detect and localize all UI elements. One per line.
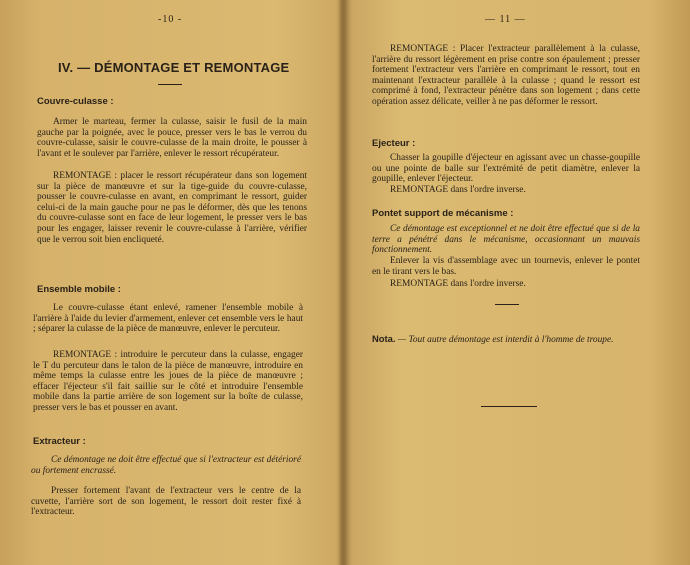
paragraph: Enlever la vis d'assemblage avec un tournevis, enlever le pontet en le tirant vers le bas. xyxy=(372,256,640,277)
left-page xyxy=(0,0,343,565)
paragraph: Le couvre-culasse étant enlevé, ramener l'ensemble mobile à l'arrière à l'aide du levier d'armement, enlever cet ensemble vers le haut ; séparer la culasse de la pièce de manœuvre, enlever le percuteur. xyxy=(33,303,303,335)
end-rule xyxy=(481,406,537,407)
paragraph-italic: Ce démontage ne doit être effectué que si l'extracteur est détérioré ou fortement encrassé. xyxy=(31,455,301,476)
page-number-left: -10 - xyxy=(158,14,183,25)
paragraph-italic: Ce démontage est exceptionnel et ne doit être effectué que si de la terre a pénétré dans le mécanisme, occasionnant un mauvais fonctionnement. xyxy=(372,224,640,256)
paragraph: REMONTAGE dans l'ordre inverse. xyxy=(390,185,526,195)
chapter-title: IV. — DÉMONTAGE ET REMONTAGE xyxy=(58,60,290,75)
paragraph: Chasser la goupille d'éjecteur en agissant avec un chasse-goupille ou une pointe de balle sur l'extrémité de petit diamètre, enlever la goupille, enlever l'éjecteur. xyxy=(372,153,640,185)
page-number-right: — 11 — xyxy=(485,14,526,25)
section-rule xyxy=(495,304,519,305)
section-heading-pontet: Pontet support de mécanisme : xyxy=(372,208,514,219)
paragraph: REMONTAGE : introduire le percuteur dans la culasse, engager le T du percuteur dans le talon de la pièce de manœuvre, introduire en même temps la culasse entre les joues de la pièce de manœuvre ; effacer l'éjecteur s'il fait saillie sur le côté et introduire l'ensemble mobile dans la partie arrière de son logement sur la boîte de culasse, presser vers le bas et pousser en avant. xyxy=(33,350,303,413)
section-heading-extracteur: Extracteur : xyxy=(33,436,86,447)
paragraph: Armer le marteau, fermer la culasse, saisir le fusil de la main gauche par la poignée, avec le pouce, presser vers le bas le verrou du couvre-culasse, saisir le couvre-culasse de la main droite, le pousser à l'avant et le soulever par l'arrière, enlever le ressort récupérateur. xyxy=(37,117,307,159)
title-rule xyxy=(158,84,182,85)
paragraph: Presser fortement l'avant de l'extracteur vers le centre de la cuvette, l'arrière sort de son logement, le ressort doit rester fixé à l'extracteur. xyxy=(31,486,301,518)
nota-paragraph xyxy=(372,334,665,346)
paragraph: REMONTAGE : placer le ressort récupérateur dans son logement sur la pièce de manœuvre et sur la tige-guide du couvre-culasse, pousser le couvre-culasse en avant, en comprimant le ressort, guider celui-ci de la main gauche pour ne pas le déformer, dès que les tenons du couvre-culasse sont en face de leur logement, le presser vers le bas pour les engager, laisser revenir le couvre-culasse à l'arrière, vérifier que le verrou soit bien encliqueté. xyxy=(37,171,307,245)
section-heading-couvre-culasse: Couvre-culasse : xyxy=(37,96,114,107)
paragraph-continuation: REMONTAGE : Placer l'extracteur parallèlement à la culasse, l'arrière du ressort légèrement en prise contre son épaulement ; presser fortement l'extracteur vers l'arrière en comprimant le ressort, tout en maintenant l'extracteur parallèle à la culasse ; quand le ressort est comprimé à fond, l'extracteur pénètre dans son logement ; dans cette opération assez délicate, veiller à ne pas déformer le ressort. xyxy=(372,44,640,107)
section-heading-ensemble-mobile: Ensemble mobile : xyxy=(37,284,121,295)
nota-text: — Tout autre démontage est interdit à l'homme de troupe. xyxy=(395,335,614,345)
section-heading-ejecteur: Ejecteur : xyxy=(372,138,416,149)
paragraph: REMONTAGE dans l'ordre inverse. xyxy=(390,279,526,289)
right-page xyxy=(347,0,690,565)
nota-label: Nota. xyxy=(372,333,396,344)
